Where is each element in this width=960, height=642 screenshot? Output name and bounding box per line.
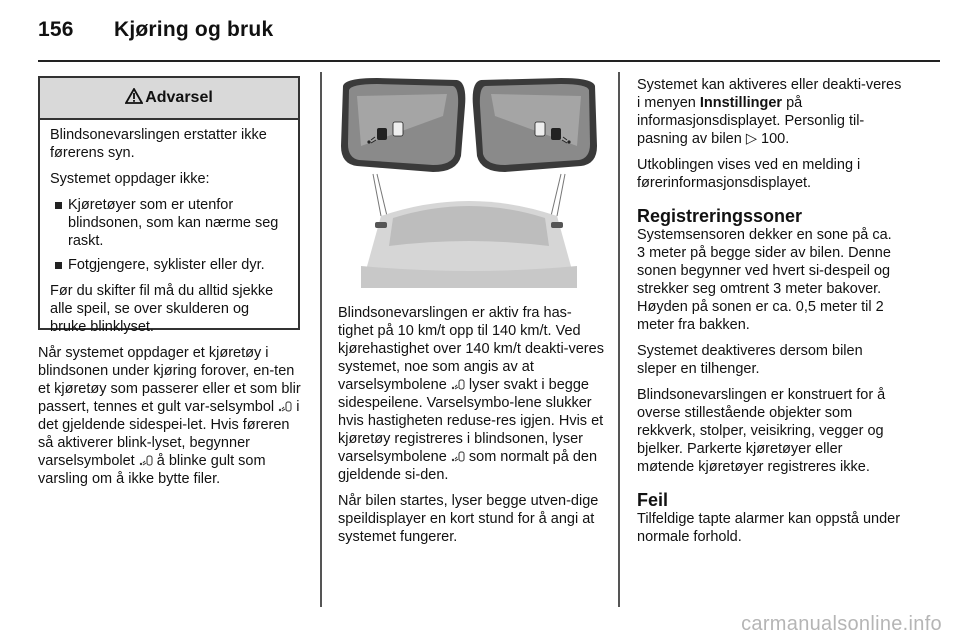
col2-paragraph-1 <box>338 304 606 484</box>
col3-text-2: på informasjonsdisplayet. Personlig til-pasning av bilen <box>637 95 865 147</box>
column-2-text <box>338 304 606 554</box>
col1-text-3: å blinke gult som varsling om å ikke bytte filer. <box>38 453 266 487</box>
warning-list-item-2: Fotgjengere, syklister eller dyr. <box>50 256 288 274</box>
page-number: 156 <box>38 18 74 41</box>
warning-list-item-1: Kjøretøyer som er utenfor blindsonen, som kan nærme seg raskt. <box>50 196 288 250</box>
col2-paragraph-2: Når bilen startes, lyser begge utven-dige speildisplayer en kort stund for å angi at systemet fungerer. <box>338 493 599 545</box>
blind-spot-symbol-icon <box>139 455 153 467</box>
col2-text-2: lyser svakt i begge sidespeilene. Varselsymbo-lene slukker hvis hastigheten reduse-res igjen. Hvis et kjøretøy registreres i blindsonen, lyser varselsymbolene <box>338 377 604 465</box>
warning-list <box>50 196 288 274</box>
col3-paragraph-5: Blindsonevarslingen er konstruert for å overse stillestående objekter som rekkverk, stolper, veisikring, vegger og bjelker. Parkerte kjøretøyer eller møtende kjøretøyer registreres ikke. <box>637 387 886 475</box>
page-header <box>38 18 273 42</box>
column-3-text <box>637 76 903 554</box>
column-separator-2 <box>618 72 620 607</box>
blind-spot-symbol-icon <box>278 401 292 413</box>
column-1-text <box>38 344 304 496</box>
warning-body <box>40 120 298 336</box>
heading-detection-zones: Registreringssoner <box>637 206 803 226</box>
col3-text-1: Systemet kan aktiveres eller deakti-veres i menyen <box>637 77 902 111</box>
section-title: Kjøring og bruk <box>114 18 274 41</box>
warning-box <box>38 76 300 335</box>
warning-paragraph-1: Blindsonevarslingen erstatter ikke førerens syn. <box>50 127 267 161</box>
mirror-illustration <box>337 76 601 288</box>
blind-spot-symbol-icon <box>451 451 465 463</box>
col3-paragraph-4: Systemet deaktiveres dersom bilen sleper en tilhenger. <box>637 343 863 377</box>
warning-paragraph-2: Systemet oppdager ikke: <box>50 171 210 187</box>
warning-paragraph-3: Før du skifter fil må du alltid sjekke alle speil, se over skulderen og bruke blinklyset. <box>50 283 274 335</box>
heading-faults: Feil <box>637 490 669 510</box>
page-reference-icon: ▷ <box>745 131 757 147</box>
col3-paragraph-6: Tilfeldige tapte alarmer kan oppstå under normale forhold. <box>637 511 901 545</box>
col2-text-1: Blindsonevarslingen er aktiv fra has-tighet på 10 km/t opp til 140 km/t. Ved kjørehastighet over 140 km/t deakti-veres systemet, noe som angis av at varselsymbolene <box>338 305 604 393</box>
header-rule <box>38 60 940 62</box>
warning-title: Advarsel <box>145 89 213 106</box>
warning-header <box>40 78 298 120</box>
column-separator-1 <box>320 72 322 607</box>
col3-paragraph-1 <box>637 76 903 148</box>
col1-paragraph <box>38 344 304 488</box>
col3-paragraph-3: Systemsensoren dekker en sone på ca. 3 meter på begge sider av bilen. Denne sonen begynner ved hvert si-despeil og strekker seg omtrent 3 meter bakover. Høyden på sonen er ca. 0,5 meter til 2 meter fra bakken. <box>637 227 892 333</box>
col2-text-3: som normalt på den gjeldende si-den. <box>338 449 598 483</box>
watermark: carmanualsonline.info <box>741 613 942 635</box>
page-reference: 100. <box>761 131 790 147</box>
warning-triangle-icon <box>125 88 143 104</box>
menu-name-settings: Innstillinger <box>699 95 783 111</box>
col1-text-1: Når systemet oppdager et kjøretøy i blindsonen under kjøring forover, en-ten et kjøretøy som passerer eller et som blir passert, tennes et gult var-selsymbol <box>38 345 301 415</box>
col1-text-2: i det gjeldende sidespei-let. Hvis føreren så aktiverer blink-lyset, begynner varselsymbolet <box>38 399 300 469</box>
col3-paragraph-2: Utkoblingen vises ved en melding i førerinformasjonsdisplayet. <box>637 157 861 191</box>
blind-spot-symbol-icon <box>451 379 465 391</box>
